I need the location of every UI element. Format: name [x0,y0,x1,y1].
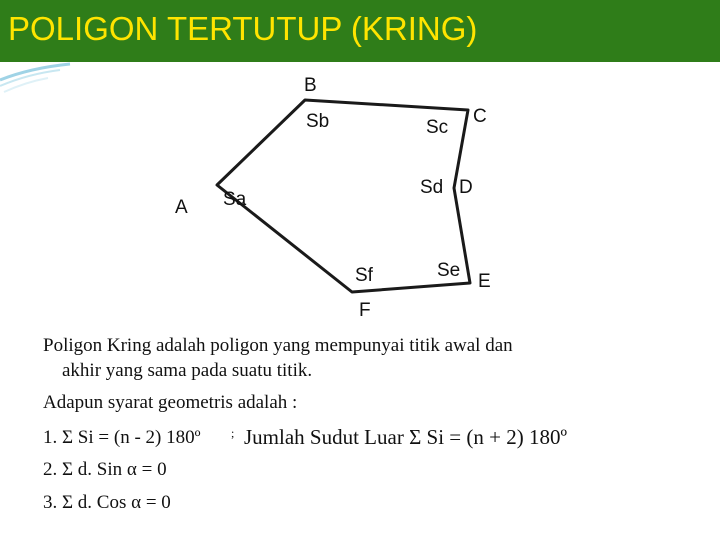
side-label-sa: Sa [223,189,247,210]
side-label-sf: Sf [355,265,373,286]
definition-line-2: akhir yang sama pada suatu titik. [62,360,313,381]
side-label-sc: Sc [426,117,449,138]
side-label-sd: Sd [420,177,444,198]
vertex-label-b: B [304,75,317,96]
condition-3: 3. Σ d. Cos α = 0 [43,492,171,513]
side-label-sb: Sb [306,111,330,132]
vertex-label-f: F [359,300,371,321]
definition-line-1: Poligon Kring adalah poligon yang mempunyai titik awal dan [43,335,513,356]
condition-1-exterior: Jumlah Sudut Luar Σ Si = (n + 2) 180º [244,425,567,449]
vertex-label-a: A [175,197,188,218]
slide-title: POLIGON TERTUTUP (KRING) [8,10,478,47]
vertex-label-e: E [478,271,491,292]
vertex-label-d: D [459,177,473,198]
side-label-se: Se [437,260,461,281]
condition-2: 2. Σ d. Sin α = 0 [43,459,167,480]
condition-separator: ; [231,426,235,440]
conditions-intro: Adapun syarat geometris adalah : [43,392,298,413]
condition-1: 1. Σ Si = (n - 2) 180º [43,427,201,448]
vertex-label-c: C [473,106,487,127]
